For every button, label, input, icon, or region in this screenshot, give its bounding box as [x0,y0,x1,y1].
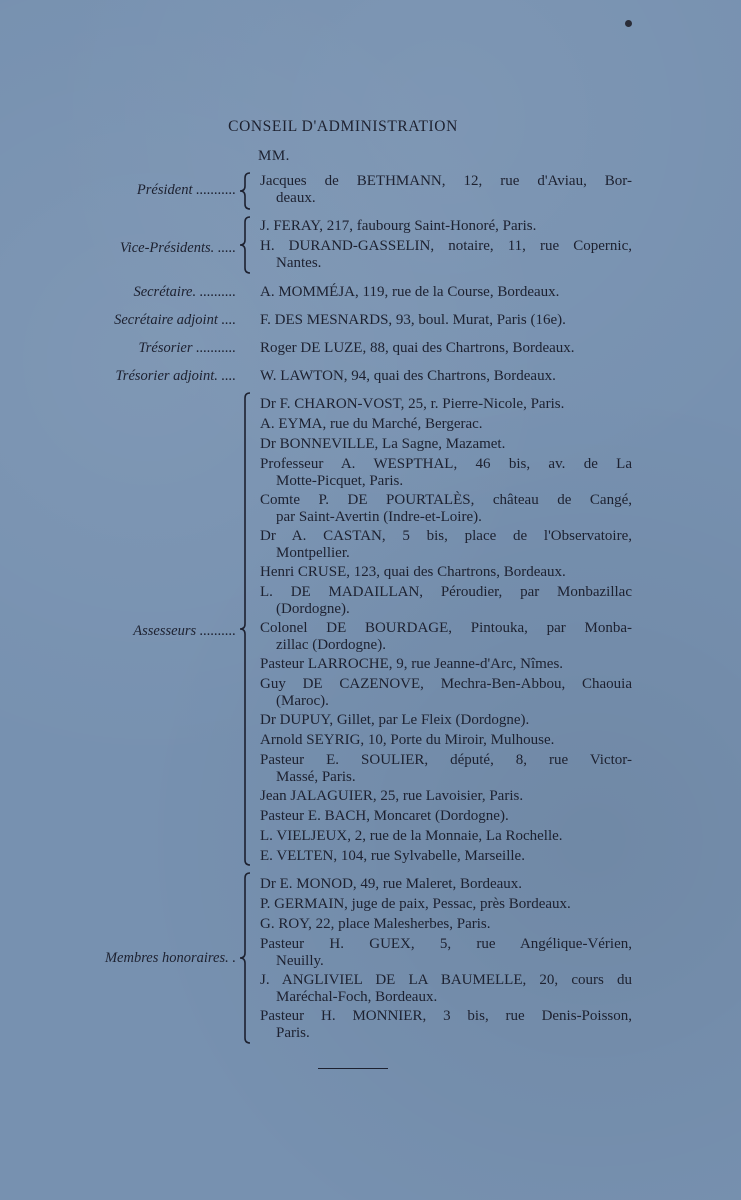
member-line: Pasteur LARROCHE, 9, rue Jeanne-d'Arc, Nîmes. [260,656,564,672]
bracket-6 [238,392,252,866]
member-entry [260,284,632,301]
member-line-continued: Paris. [276,1025,310,1041]
member-line-continued: Massé, Paris. [276,769,356,785]
role-label: Trésorier adjoint. .... [115,368,236,384]
member-line: Comte P. DE POURTALÈS, château de Cangé, [260,492,632,508]
member-line: Jacques de BETHMANN, 12, rue d'Aviau, Bor- [260,173,632,189]
role-label: Secrétaire adjoint .... [114,312,236,328]
member-line-continued: zillac (Dordogne). [276,637,386,653]
ink-speck [625,20,632,27]
member-line-continued: Motte-Picquet, Paris. [276,473,404,489]
bracket-7 [238,872,252,1044]
member-entry [260,564,632,581]
page-title: CONSEIL D'ADMINISTRATION [228,118,458,135]
member-line: E. VELTEN, 104, rue Sylvabelle, Marseille. [260,848,525,864]
member-line: Jean JALAGUIER, 25, rue Lavoisier, Paris. [260,788,524,804]
member-line: J. ANGLIVIEL DE LA BAUMELLE, 20, cours du [260,972,632,988]
member-line: G. ROY, 22, place Malesherbes, Paris. [260,916,491,932]
member-line: Dr BONNEVILLE, La Sagne, Mazamet. [260,436,506,452]
member-entry [260,218,632,235]
member-entry [260,808,632,825]
member-line: Arnold SEYRIG, 10, Porte du Miroir, Mulhouse. [260,732,555,748]
member-entry [260,1008,632,1042]
member-line: J. FERAY, 217, faubourg Saint-Honoré, Paris. [260,218,537,234]
member-entry [260,528,632,562]
member-entry [260,416,632,433]
member-line: Roger DE LUZE, 88, quai des Chartrons, Bordeaux. [260,340,575,356]
member-entry [260,712,632,729]
member-line-continued: Neuilly. [276,953,324,969]
closing-rule [318,1068,388,1069]
role-label: Assesseurs .......... [133,623,236,639]
member-line: Dr F. CHARON-VOST, 25, r. Pierre-Nicole, Paris. [260,396,565,412]
member-line-continued: Nantes. [276,255,322,271]
member-line: F. DES MESNARDS, 93, boul. Murat, Paris (16e). [260,312,566,328]
member-entry [260,436,632,453]
role-label: Président ........... [136,182,236,198]
member-entry [260,656,632,673]
member-line: H. DURAND-GASSELIN, notaire, 11, rue Copernic, [260,238,632,254]
member-line: Pasteur E. BACH, Moncaret (Dordogne). [260,808,509,824]
member-entry [260,788,632,805]
member-entry [260,916,632,933]
member-entry [260,396,632,413]
member-line-continued: (Dordogne). [276,601,350,617]
member-entry [260,676,632,710]
member-line: Dr E. MONOD, 49, rue Maleret, Bordeaux. [260,876,523,892]
member-line-continued: Maréchal-Foch, Bordeaux. [276,989,438,1005]
member-line-continued: Montpellier. [276,545,350,561]
member-entry [260,492,632,526]
member-entry [260,896,632,913]
member-entry [260,752,632,786]
member-entry [260,584,632,618]
member-entry [260,848,632,865]
member-line: Henri CRUSE, 123, quai des Chartrons, Bordeaux. [260,564,566,580]
member-entry [260,173,632,207]
member-entry [260,936,632,970]
member-entry [260,340,632,357]
member-line-continued: par Saint-Avertin (Indre-et-Loire). [276,509,482,525]
member-entry [260,732,632,749]
member-line: Professeur A. WESPTHAL, 46 bis, av. de La [260,456,632,472]
member-line: P. GERMAIN, juge de paix, Pessac, près Bordeaux. [260,896,571,912]
member-line: Colonel DE BOURDAGE, Pintouka, par Monba- [260,620,632,636]
member-line-continued: deaux. [276,190,316,206]
member-entry [260,368,632,385]
role-label: Secrétaire. .......... [133,284,236,300]
member-line-continued: (Maroc). [276,693,329,709]
member-line: Pasteur H. MONNIER, 3 bis, rue Denis-Poisson, [260,1008,632,1024]
bracket-0 [238,172,252,210]
member-entry [260,620,632,654]
member-entry [260,876,632,893]
role-label: Vice-Présidents. ..... [119,240,236,256]
member-entry [260,828,632,845]
member-line: A. EYMA, rue du Marché, Bergerac. [260,416,483,432]
member-entry [260,456,632,490]
member-line: Guy DE CAZENOVE, Mechra-Ben-Abbou, Chaouia [260,676,632,692]
mm-heading: MM. [258,148,290,164]
role-label: Membres honoraires. . [104,950,236,966]
member-line: Dr DUPUY, Gillet, par Le Fleix (Dordogne). [260,712,530,728]
member-line: Pasteur H. GUEX, 5, rue Angélique-Vérien, [260,936,632,952]
member-line: W. LAWTON, 94, quai des Chartrons, Bordeaux. [260,368,556,384]
bracket-1 [238,216,252,274]
member-line: L. VIELJEUX, 2, rue de la Monnaie, La Rochelle. [260,828,563,844]
member-entry [260,238,632,272]
member-entry [260,312,632,329]
member-line: A. MOMMÉJA, 119, rue de la Course, Bordeaux. [260,284,560,300]
member-line: L. DE MADAILLAN, Péroudier, par Monbazillac [260,584,632,600]
member-line: Pasteur E. SOULIER, député, 8, rue Victor- [260,752,632,768]
member-entry [260,972,632,1006]
member-line: Dr A. CASTAN, 5 bis, place de l'Observatoire, [260,528,632,544]
role-label: Trésorier ........... [138,340,236,356]
